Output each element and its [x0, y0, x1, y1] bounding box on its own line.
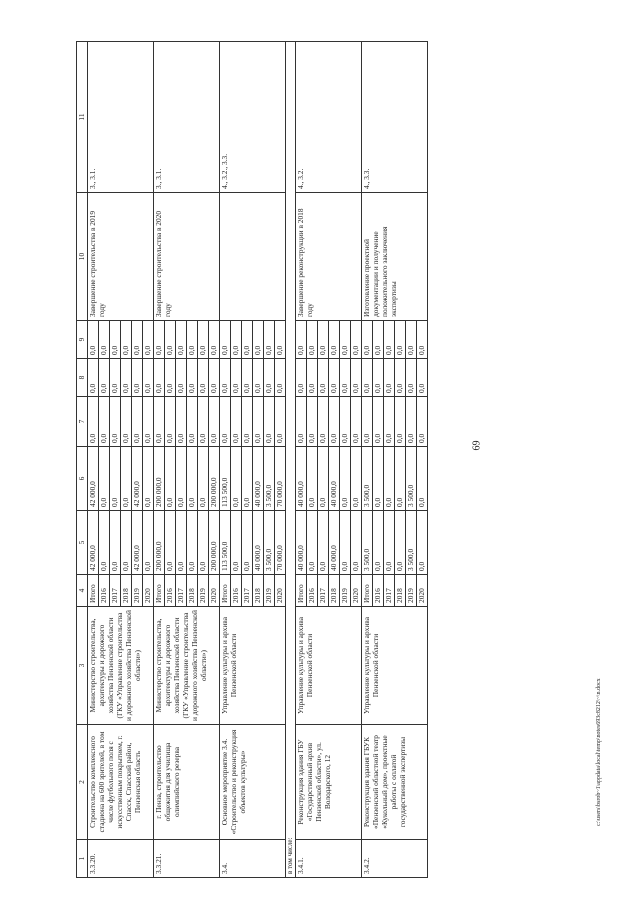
program-table [76, 41, 428, 878]
value-cell: 0,0 [394, 321, 405, 359]
item-indicator: 3., 3.1. [88, 42, 154, 193]
value-cell: 0,0 [165, 447, 176, 511]
value-cell: 0,0 [339, 359, 350, 397]
value-cell: 40 000,0 [253, 447, 264, 511]
value-cell: 70 000,0 [275, 511, 286, 575]
value-cell: 0,0 [143, 447, 154, 511]
value-cell: 40 000,0 [295, 447, 306, 511]
value-cell: 0,0 [394, 397, 405, 447]
header-cell: 10 [77, 193, 88, 321]
value-cell: 0,0 [143, 511, 154, 575]
value-cell: 0,0 [198, 359, 209, 397]
year-cell: 2019 [264, 575, 275, 607]
year-cell: 2019 [339, 575, 350, 607]
year-cell: 2017 [317, 575, 328, 607]
year-cell: Итого [361, 575, 372, 607]
value-cell: 0,0 [416, 359, 427, 397]
item-executor: Министерство строительства, архитектуры и дорожного хозяйства Пензенской области (ГКУ «Управление строительства и дорожного хозяйства Пензенской области») [88, 607, 154, 725]
value-cell: 0,0 [383, 447, 394, 511]
value-cell: 0,0 [187, 447, 198, 511]
value-cell: 0,0 [154, 397, 165, 447]
value-cell: 0,0 [306, 397, 317, 447]
value-cell: 0,0 [264, 397, 275, 447]
value-cell: 0,0 [132, 321, 143, 359]
value-cell: 0,0 [187, 397, 198, 447]
value-cell: 0,0 [317, 511, 328, 575]
value-cell: 0,0 [242, 447, 253, 511]
item-name: г. Пенза, строительство общежития для училища олимпийского резерва [154, 725, 220, 840]
table-row [295, 42, 306, 878]
value-cell: 0,0 [132, 397, 143, 447]
value-cell: 0,0 [339, 511, 350, 575]
value-cell: 0,0 [176, 397, 187, 447]
item-result: Изготовление проектной документации и получение положительного заключения экспертизы [361, 193, 427, 321]
value-cell: 0,0 [339, 397, 350, 447]
year-cell: 2019 [132, 575, 143, 607]
value-cell: 0,0 [339, 447, 350, 511]
year-cell: 2016 [372, 575, 383, 607]
value-cell: 3 500,0 [361, 511, 372, 575]
value-cell: 0,0 [405, 397, 416, 447]
value-cell: 0,0 [416, 321, 427, 359]
value-cell: 0,0 [350, 511, 361, 575]
value-cell: 0,0 [416, 511, 427, 575]
value-cell: 0,0 [99, 447, 110, 511]
value-cell: 3 500,0 [361, 447, 372, 511]
value-cell: 0,0 [110, 511, 121, 575]
value-cell: 0,0 [242, 321, 253, 359]
value-cell: 42 000,0 [88, 447, 99, 511]
value-cell: 3 500,0 [264, 447, 275, 511]
value-cell: 0,0 [242, 359, 253, 397]
value-cell: 0,0 [220, 359, 231, 397]
item-result: Завершение строительства в 2020 году [154, 193, 220, 321]
value-cell: 0,0 [220, 397, 231, 447]
value-cell: 0,0 [383, 321, 394, 359]
value-cell: 0,0 [231, 321, 242, 359]
year-cell: 2018 [253, 575, 264, 607]
value-cell: 0,0 [383, 511, 394, 575]
header-cell: 1 [77, 840, 88, 878]
year-cell: Итого [88, 575, 99, 607]
value-cell: 0,0 [317, 321, 328, 359]
item-name: Строительство комплексного стадиона на 600 зрителей, в том числе футбольного поля с искусственным покрытием, г. Спасск, Спасский район, Пензенская область [88, 725, 154, 840]
value-cell: 0,0 [209, 397, 220, 447]
item-name: Реконструкция здания ГБУ «Государственный архив Пензенской области», ул. Володарского, 12 [295, 725, 361, 840]
year-cell: 2016 [99, 575, 110, 607]
table-row [220, 42, 231, 878]
value-cell: 0,0 [405, 359, 416, 397]
value-cell: 0,0 [416, 397, 427, 447]
value-cell: 0,0 [306, 321, 317, 359]
year-cell: 2019 [198, 575, 209, 607]
value-cell: 0,0 [394, 511, 405, 575]
value-cell: 0,0 [372, 321, 383, 359]
value-cell: 0,0 [187, 511, 198, 575]
value-cell: 0,0 [143, 397, 154, 447]
value-cell: 0,0 [143, 321, 154, 359]
value-cell: 200 000,0 [154, 447, 165, 511]
value-cell: 0,0 [253, 321, 264, 359]
value-cell: 0,0 [88, 359, 99, 397]
value-cell: 0,0 [110, 321, 121, 359]
item-indicator: 4., 3.2., 3.3. [220, 42, 286, 193]
value-cell: 0,0 [132, 359, 143, 397]
value-cell: 0,0 [372, 447, 383, 511]
value-cell: 0,0 [275, 359, 286, 397]
item-executor: Управление культуры и архива Пензенской области [220, 607, 286, 725]
value-cell: 0,0 [394, 359, 405, 397]
value-cell: 0,0 [405, 321, 416, 359]
value-cell: 0,0 [372, 397, 383, 447]
value-cell: 0,0 [176, 447, 187, 511]
value-cell: 0,0 [88, 321, 99, 359]
year-cell: Итого [220, 575, 231, 607]
value-cell: 0,0 [275, 397, 286, 447]
header-cell: 5 [77, 511, 88, 575]
item-result: Завершение реконструкции в 2018 году [295, 193, 361, 321]
item-name: Реконструкция здания ГБУК «Пензенский областной театр «Кукольный дом», проектные работы с оплатой государственной экспертизы [361, 725, 427, 840]
value-cell: 0,0 [328, 397, 339, 447]
year-cell: 2020 [350, 575, 361, 607]
header-row [77, 42, 88, 878]
value-cell: 0,0 [176, 359, 187, 397]
value-cell: 0,0 [372, 359, 383, 397]
value-cell: 0,0 [306, 511, 317, 575]
value-cell: 0,0 [99, 321, 110, 359]
table-body [77, 42, 428, 878]
value-cell: 40 000,0 [328, 511, 339, 575]
value-cell: 113 500,0 [220, 447, 231, 511]
header-cell: 6 [77, 447, 88, 511]
value-cell: 40 000,0 [295, 511, 306, 575]
value-cell: 0,0 [99, 511, 110, 575]
value-cell: 70 000,0 [275, 447, 286, 511]
value-cell: 0,0 [143, 359, 154, 397]
year-cell: 2020 [209, 575, 220, 607]
value-cell: 0,0 [317, 359, 328, 397]
value-cell: 0,0 [295, 397, 306, 447]
value-cell: 42 000,0 [132, 511, 143, 575]
value-cell: 0,0 [416, 447, 427, 511]
item-code: 3.4.1. [295, 840, 361, 878]
value-cell: 0,0 [242, 397, 253, 447]
item-result: Завершение строительства в 2019 году [88, 193, 154, 321]
year-cell: 2018 [394, 575, 405, 607]
item-indicator: 3., 3.1. [154, 42, 220, 193]
header-cell: 8 [77, 359, 88, 397]
header-cell: 3 [77, 607, 88, 725]
value-cell: 3 500,0 [264, 511, 275, 575]
value-cell: 0,0 [198, 321, 209, 359]
value-cell: 0,0 [264, 321, 275, 359]
value-cell: 0,0 [176, 321, 187, 359]
value-cell: 0,0 [231, 447, 242, 511]
value-cell: 0,0 [350, 321, 361, 359]
value-cell: 3 500,0 [405, 447, 416, 511]
value-cell: 0,0 [231, 397, 242, 447]
value-cell: 0,0 [209, 321, 220, 359]
value-cell: 0,0 [187, 359, 198, 397]
value-cell: 0,0 [198, 397, 209, 447]
value-cell: 0,0 [110, 359, 121, 397]
value-cell: 200 000,0 [154, 511, 165, 575]
file-path-footer: c:\users\bsrob~1\appdata\local\temp\notes693c8212\~\n.docx [596, 678, 602, 826]
year-cell: 2018 [121, 575, 132, 607]
item-result [220, 193, 286, 321]
value-cell: 0,0 [317, 397, 328, 447]
item-indicator: 4., 3.2. [295, 42, 361, 193]
value-cell: 0,0 [242, 511, 253, 575]
value-cell: 113 500,0 [220, 511, 231, 575]
header-cell: 11 [77, 42, 88, 193]
year-cell: 2016 [306, 575, 317, 607]
value-cell: 40 000,0 [253, 511, 264, 575]
value-cell: 0,0 [339, 321, 350, 359]
value-cell: 0,0 [121, 321, 132, 359]
year-cell: 2020 [275, 575, 286, 607]
value-cell: 0,0 [121, 397, 132, 447]
value-cell: 0,0 [350, 397, 361, 447]
value-cell: 0,0 [350, 359, 361, 397]
header-cell: 2 [77, 725, 88, 840]
item-name: Основное мероприятие 3.4. «Строительство и реконструкция объектов культуры» [220, 725, 286, 840]
page-number: 69 [471, 440, 483, 451]
value-cell: 0,0 [99, 359, 110, 397]
value-cell: 40 000,0 [328, 447, 339, 511]
value-cell: 0,0 [165, 397, 176, 447]
item-code: 3.4.2. [361, 840, 427, 878]
value-cell: 0,0 [231, 511, 242, 575]
value-cell: 0,0 [317, 447, 328, 511]
item-code: 3.3.21. [154, 840, 220, 878]
year-cell: 2017 [110, 575, 121, 607]
value-cell: 0,0 [88, 397, 99, 447]
year-cell: 2018 [328, 575, 339, 607]
value-cell: 0,0 [372, 511, 383, 575]
year-cell: 2019 [405, 575, 416, 607]
section-label: в том числе: [286, 42, 296, 878]
value-cell: 0,0 [198, 447, 209, 511]
header-cell: 7 [77, 397, 88, 447]
value-cell: 0,0 [361, 397, 372, 447]
value-cell: 0,0 [99, 397, 110, 447]
value-cell: 200 000,0 [209, 511, 220, 575]
year-cell: 2017 [176, 575, 187, 607]
value-cell: 0,0 [361, 359, 372, 397]
value-cell: 0,0 [394, 447, 405, 511]
year-cell: 2017 [383, 575, 394, 607]
table-row [154, 42, 165, 878]
value-cell: 0,0 [306, 447, 317, 511]
year-cell: 2017 [242, 575, 253, 607]
year-cell: Итого [295, 575, 306, 607]
rotated-page-content [76, 42, 576, 878]
value-cell: 0,0 [328, 321, 339, 359]
item-executor: Управление культуры и архива Пензенской области [295, 607, 361, 725]
value-cell: 0,0 [121, 511, 132, 575]
value-cell: 0,0 [198, 511, 209, 575]
item-executor: Министерство строительства, архитектуры и дорожного хозяйства Пензенской области (ГКУ «Управление строительства и дорожного хозяйства Пензенской области») [154, 607, 220, 725]
value-cell: 0,0 [121, 359, 132, 397]
header-cell: 4 [77, 575, 88, 607]
value-cell: 0,0 [253, 359, 264, 397]
header-cell: 9 [77, 321, 88, 359]
year-cell: 2020 [143, 575, 154, 607]
year-cell: Итого [154, 575, 165, 607]
value-cell: 0,0 [154, 359, 165, 397]
value-cell: 3 500,0 [405, 511, 416, 575]
value-cell: 42 000,0 [88, 511, 99, 575]
value-cell: 0,0 [383, 397, 394, 447]
value-cell: 0,0 [264, 359, 275, 397]
section-row [286, 42, 296, 878]
value-cell: 200 000,0 [209, 447, 220, 511]
value-cell: 0,0 [220, 321, 231, 359]
value-cell: 0,0 [110, 397, 121, 447]
item-indicator: 4., 3.3. [361, 42, 427, 193]
year-cell: 2018 [187, 575, 198, 607]
value-cell: 0,0 [253, 397, 264, 447]
year-cell: 2016 [231, 575, 242, 607]
value-cell: 0,0 [110, 447, 121, 511]
value-cell: 0,0 [165, 321, 176, 359]
value-cell: 0,0 [231, 359, 242, 397]
item-executor: Управление культуры и архива Пензенской области [361, 607, 427, 725]
table-row [361, 42, 372, 878]
value-cell: 0,0 [209, 359, 220, 397]
value-cell: 0,0 [306, 359, 317, 397]
value-cell: 0,0 [275, 321, 286, 359]
value-cell: 0,0 [361, 321, 372, 359]
value-cell: 0,0 [350, 447, 361, 511]
value-cell: 0,0 [121, 447, 132, 511]
value-cell: 0,0 [187, 321, 198, 359]
value-cell: 0,0 [154, 321, 165, 359]
table-row [88, 42, 99, 878]
year-cell: 2016 [165, 575, 176, 607]
item-code: 3.3.20. [88, 840, 154, 878]
value-cell: 0,0 [295, 321, 306, 359]
value-cell: 0,0 [176, 511, 187, 575]
value-cell: 42 000,0 [132, 447, 143, 511]
value-cell: 0,0 [383, 359, 394, 397]
year-cell: 2020 [416, 575, 427, 607]
value-cell: 0,0 [165, 359, 176, 397]
item-code: 3.4. [220, 840, 286, 878]
value-cell: 0,0 [328, 359, 339, 397]
value-cell: 0,0 [165, 511, 176, 575]
value-cell: 0,0 [295, 359, 306, 397]
